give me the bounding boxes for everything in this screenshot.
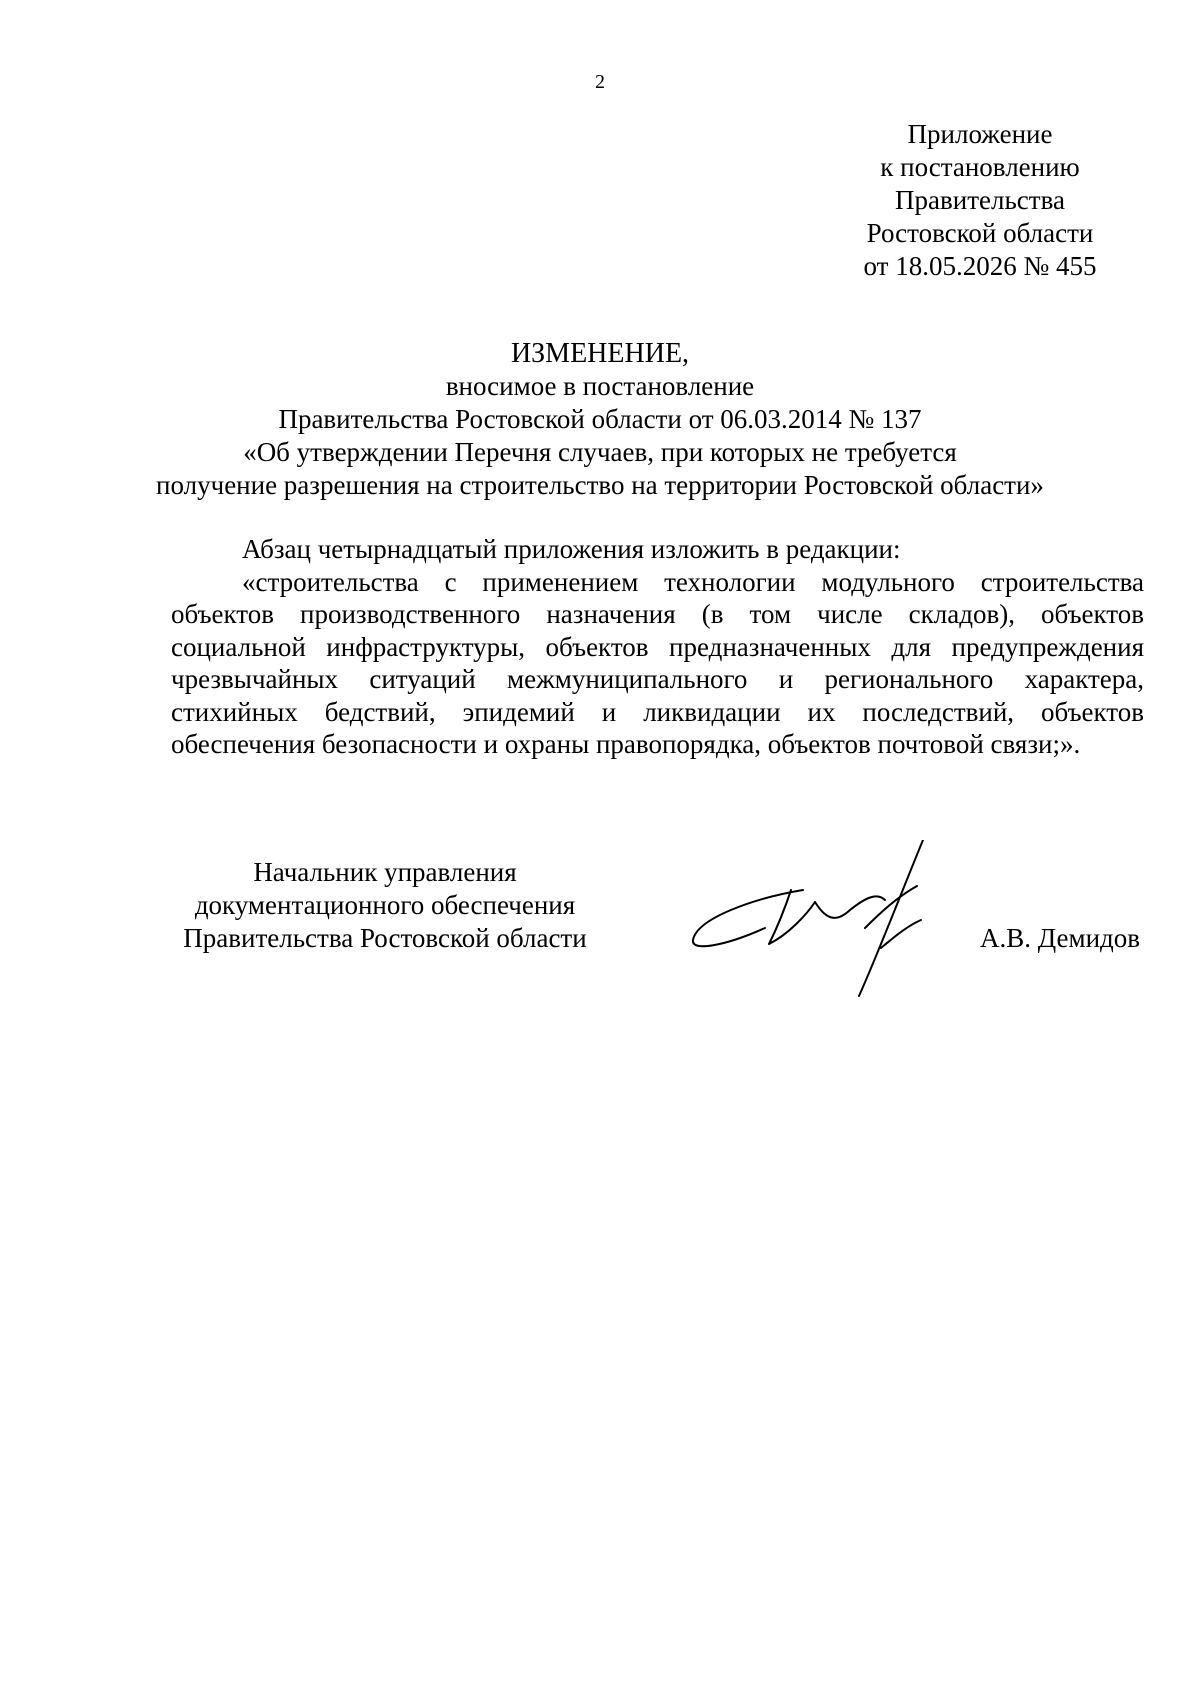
appendix-line: к постановлению (880, 152, 1080, 182)
appendix-line: Правительства (895, 185, 1065, 215)
appendix-block (820, 118, 1140, 283)
heading-line: вносимое в постановление (445, 371, 755, 401)
body-quoted-paragraph: «строительства с применением технологии модульного строительства объектов производственного назначения (в том числе складов), объектов социальной инфраструктуры, объектов предназначенных для предупреждения чрезвычайных ситуаций межмуниципального и регионального характера, стихийных бедствий, эпидемий и ликвидации их последствий, объектов обеспечения безопасности и охраны правопорядка, объектов почтовой связи;». (171, 566, 1144, 759)
appendix-date-number: от 18.05.2026 № 455 (863, 251, 1097, 281)
appendix-line: Приложение (907, 119, 1053, 149)
heading-line: Правительства Ростовской области от 06.03.2014 № 137 (278, 404, 922, 434)
body-intro-paragraph: Абзац четырнадцатый приложения изложить в редакции: (242, 534, 901, 564)
document-title: ИЗМЕНЕНИЕ, (510, 338, 690, 369)
position-line: Правительства Ростовской области (183, 923, 587, 953)
position-line: документационного обеспечения (194, 890, 576, 920)
position-line: Начальник управления (253, 857, 517, 887)
appendix-line: Ростовской области (866, 218, 1094, 248)
page-number: 2 (595, 71, 605, 93)
heading-line: получение разрешения на строительство на территории Ростовской области» (156, 470, 1044, 500)
signatory-name: А.В. Демидов (980, 923, 1141, 953)
document-body (171, 533, 1144, 761)
signatory-position (165, 856, 605, 955)
handwritten-signature (685, 840, 985, 1010)
document-heading (100, 337, 1100, 502)
heading-line: «Об утверждении Перечня случаев, при которых не требуется (243, 437, 957, 467)
